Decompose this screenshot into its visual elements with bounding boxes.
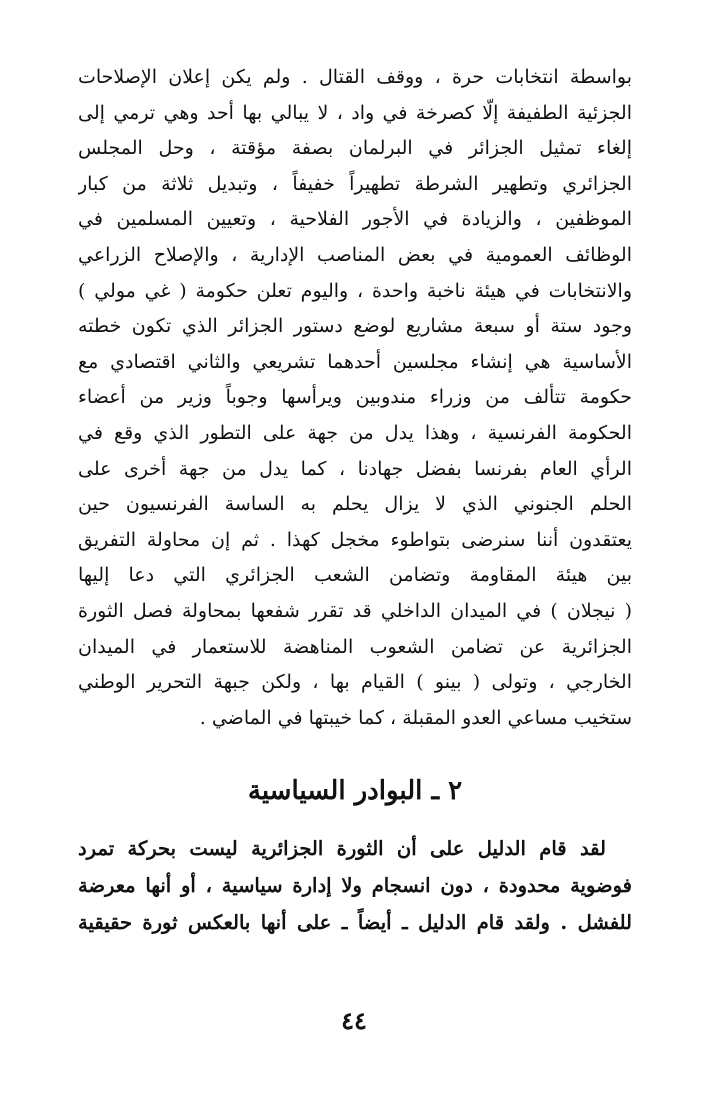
text-line: فوضوية محدودة ، دون انسجام ولا إدارة سياسية ، أو أنها معرضة bbox=[78, 874, 632, 898]
text-line: الحلم الجنوني الذي لا يزال يحلم به الساسة الفرنسيون حين bbox=[78, 493, 632, 516]
bold-paragraph bbox=[78, 830, 632, 941]
section-heading: ٢ ـ البوادر السياسية bbox=[247, 776, 463, 807]
text-line: الجزائري وتطهير الشرطة تطهيراً خفيفاً ، وتبديل ثلاثة من كبار bbox=[78, 172, 632, 195]
text-line: بين هيئة المقاومة وتضامن الشعب الجزائري التي دعا إليها bbox=[78, 564, 632, 587]
text-line: إلغاء تمثيل الجزائر في البرلمان بصفة مؤقتة ، وحل المجلس bbox=[78, 137, 632, 160]
page-number: ٤٤ bbox=[341, 1006, 367, 1035]
text-line: للفشل . ولقد قام الدليل ـ أيضاً ـ على أنها بالعكس ثورة حقيقية bbox=[78, 911, 632, 935]
text-line: الأساسية هي إنشاء مجلسين أحدهما تشريعي والثاني اقتصادي مع bbox=[78, 350, 632, 373]
text-line: الموظفين ، والزيادة في الأجور الفلاحية ، وتعيين المسلمين في bbox=[78, 208, 632, 231]
text-line: الجزائرية عن تضامن الشعوب المناهضة للاستعمار في الميدان bbox=[78, 635, 632, 658]
text-line: وجود ستة أو سبعة مشاريع لوضع دستور الجزائر الذي تكون خطته bbox=[78, 315, 632, 338]
text-line: الحكومة الفرنسية ، وهذا يدل من جهة على التطور الذي وقع في bbox=[78, 421, 632, 444]
text-line: حكومة تتألف من وزراء مندوبين ويرأسها وجوباً وزير من أعضاء bbox=[78, 386, 632, 409]
text-line: الوظائف العمومية في بعض المناصب الإدارية ، والإصلاح الزراعي bbox=[78, 243, 632, 266]
text-line: الرأي العام بفرنسا بفضل جهادنا ، كما يدل من جهة أخرى على bbox=[78, 457, 632, 480]
text-line: ( نيجلان ) في الميدان الداخلي قد تقرر شفعها بمحاولة فصل الثورة bbox=[78, 599, 632, 622]
text-line: الخارجي ، وتولى ( بينو ) القيام بها ، ولكن جبهة التحرير الوطني bbox=[78, 671, 632, 694]
text-line: الجزئية الطفيفة إلّا كصرخة في واد ، لا يبالي بها أحد وهي ترمي إلى bbox=[78, 101, 632, 124]
text-line: والانتخابات في هيئة ناخبة واحدة ، واليوم تعلن حكومة ( غي مولي ) bbox=[78, 279, 632, 302]
body-paragraph bbox=[78, 60, 632, 736]
text-line: يعتقدون أننا سنرضى بتواطوء مخجل كهذا . ثم إن محاولة التفريق bbox=[78, 528, 632, 551]
text-line: بواسطة انتخابات حرة ، ووقف القتال . ولم يكن إعلان الإصلاحات bbox=[78, 66, 632, 88]
text-line: لقد قام الدليل على أن الثورة الجزائرية ليست بحركة تمرد bbox=[78, 837, 606, 861]
text-line: ستخيب مساعي العدو المقبلة ، كما خيبتها في الماضي . bbox=[199, 706, 632, 729]
